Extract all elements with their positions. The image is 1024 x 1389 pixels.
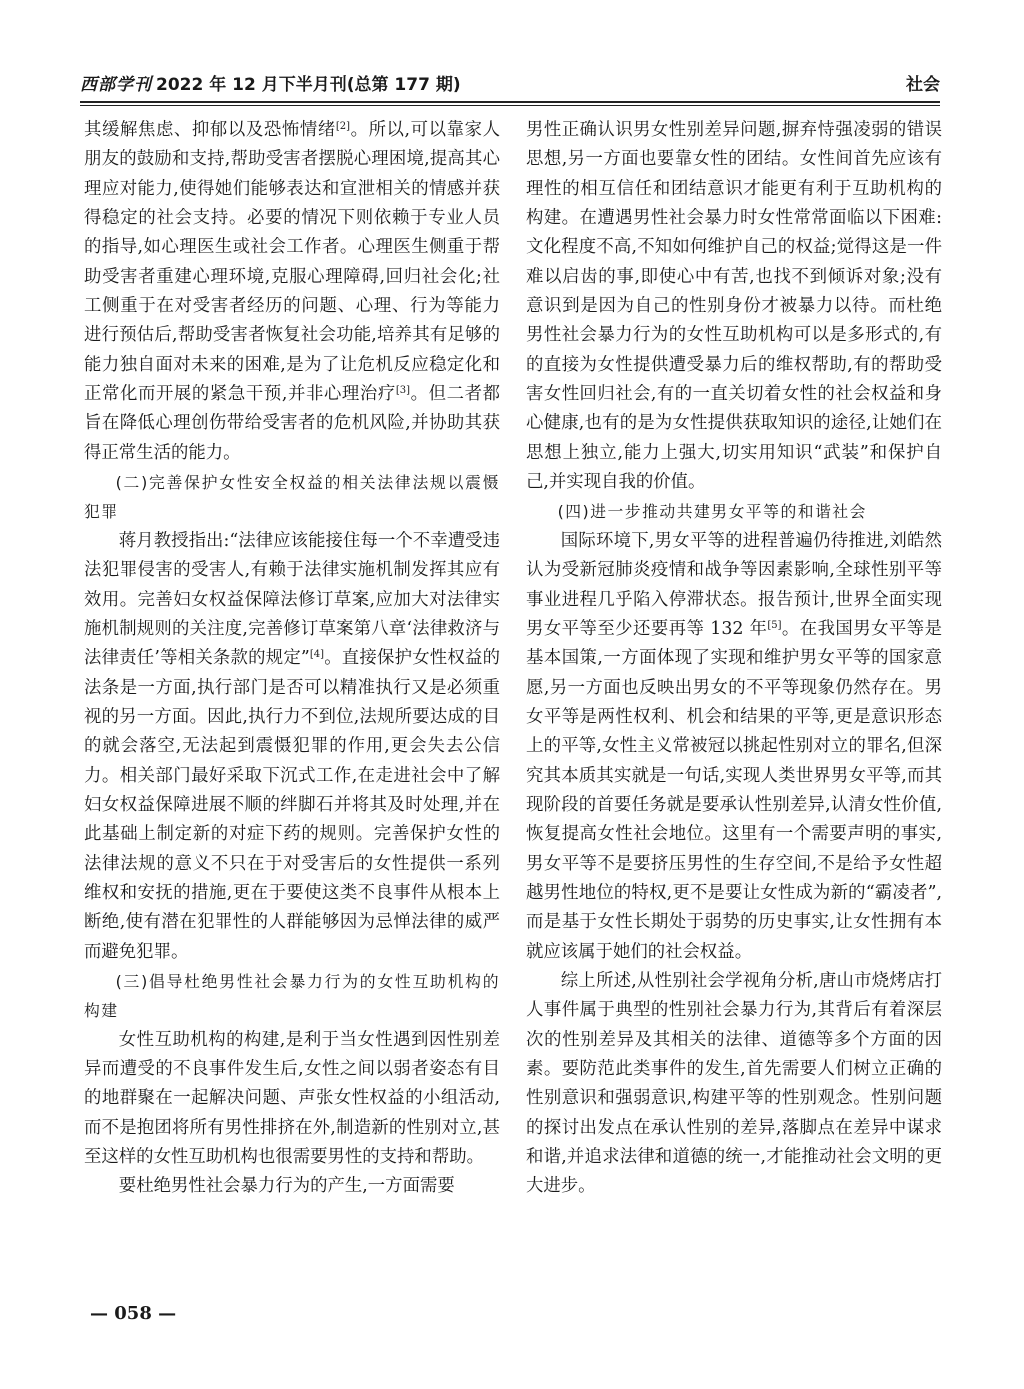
paragraph: 综上所述,从性别社会学视角分析,唐山市烧烤店打人事件属于典型的性别社会暴力行为,其背后有着深层次的性别差异及其相关的法律、道德等多个方面的因素。要防范此类事件的发生,首先需要人们树立正确的性别意识和强弱意识,构建平等的性别观念。性别问题的探讨出发点在承认性别的差异,落脚点在差异中谋求和谐,并追求法律和道德的统一,才能推动社会文明的更大进步。 xyxy=(526,970,942,1197)
paragraph: 蒋月教授指出:“法律应该能接住每一个不幸遭受违法犯罪侵害的受害人,有赖于法律实施机制发挥其应有效用。完善妇女权益保障法修订草案,应加大对法律实施机制规则的关注度,完善修订草案第八章‘法律救济与法律责任’等相关条款的规定”[4]。直接保护女性权益的法条是一方面,执行部门是否可以精准执行又是必须重视的另一方面。因此,执行力不到位,法规所要达成的目的就会落空,无法起到震慑犯罪的作用,更会失去公信力。相关部门最好采取下沉式工作,在走进社会中了解妇女权益保障进展不顺的绊脚石并将其及时处理,并在此基础上制定新的对症下药的规则。完善保护女性的法律法规的意义不只在于对受害后的女性提供一系列维权和安抚的措施,更在于要使这类不良事件从根本上断绝,使有潜在犯罪性的人群能够因为忌惮法律的威严而避免犯罪。 xyxy=(84,530,500,962)
citation-ref: [4] xyxy=(309,649,324,661)
citation-ref: [2] xyxy=(335,121,350,132)
issue-label: 2022 年 12 月下半月刊(总第 177 期) xyxy=(156,75,461,95)
running-header xyxy=(80,66,940,100)
paragraph: 其缓解焦虑、抑郁以及恐怖情绪[2]。所以,可以靠家人朋友的鼓励和支持,帮助受害者摆脱心理困境,提高其心理应对能力,使得她们能够表达和宣泄相关的情感并获得稳定的社会支持。必要的情况下则依赖于专业人员的指导,如心理医生或社会工作者。心理医生侧重于帮助受害者重建心理环境,克服心理障碍,回归社会化;社工侧重于在对受害者经历的问题、心理、行为等能力进行预估后,帮助受害者恢复社会功能,培养其有足够的能力独自面对未来的困难,是为了让危机反应稳定化和正常化而开展的紧急干预,并非心理治疗[3]。但二者都旨在降低心理创伤带给受害者的危机风险,并协助其获得正常生活的能力。 xyxy=(84,120,500,463)
citation-ref: [5] xyxy=(767,619,782,631)
section-subheading: (四)进一步推动共建男女平等的和谐社会 xyxy=(557,502,867,522)
right-column xyxy=(526,116,942,1316)
header-rule-thin xyxy=(80,105,940,106)
paragraph: 女性互助机构的构建,是利于当女性遇到因性别差异而遭受的不良事件发生后,女性之间以弱者姿态有目的地群聚在一起解决问题、声张女性权益的小组活动,而不是抱团将所有男性排挤在外,制造新的性别对立,甚至这样的女性互助机构也很需要男性的支持和帮助。 xyxy=(84,1029,500,1168)
paragraph: 国际环境下,男女平等的进程普遍仍待推进,刘皓然认为受新冠肺炎疫情和战争等因素影响,全球性别平等事业进程几乎陷入停滞状态。报告预计,世界全面实现男女平等至少还要再等 132 年[5]。在我国男女平等是基本国策,一方面体现了实现和维护男女平等的国家意愿,另一方面也反映出男女的不平等现象仍然存在。男女平等是两性权利、机会和结果的平等,更是意识形态上的平等,女性主义常被冠以挑起性别对立的罪名,但深究其本质其实就是一句话,实现人类世界男女平等,而其现阶段的首要任务就是要承认性别差异,认清女性价值,恢复提高女性社会地位。这里有一个需要声明的事实,男女平等不是要挤压男性的生存空间,不是给予女性超越男性地位的特权,更不是要让女性成为新的“霸凌者”,而是基于女性长期处于弱势的历史事实,让女性拥有本就应该属于她们的社会权益。 xyxy=(526,530,942,962)
section-subheading: (二)完善保护女性安全权益的相关法律法规以震慑犯罪 xyxy=(84,473,500,522)
header-rule xyxy=(80,101,940,103)
journal-logo: 西部学刊 xyxy=(80,75,152,95)
paragraph: 男性正确认识男女性别差异问题,摒弃恃强凌弱的错误思想,另一方面也要靠女性的团结。女性间首先应该有理性的相互信任和团结意识才能更有利于互助机构的构建。在遭遇男性社会暴力时女性常常面临以下困难:文化程度不高,不知如何维护自己的权益;觉得这是一件难以启齿的事,即使心中有苦,也找不到倾诉对象;没有意识到是因为自己的性别身份才被暴力以待。而杜绝男性社会暴力行为的女性互助机构可以是多形式的,有的直接为女性提供遭受暴力后的维权帮助,有的帮助受害女性回归社会,有的一直关切着女性的社会权益和身心健康,也有的是为女性提供获取知识的途径,让她们在思想上独立,能力上强大,切实用知识“武装”和保护自己,并实现自我的价值。 xyxy=(526,120,942,493)
section-label: 社会 xyxy=(906,75,940,95)
paragraph: 要杜绝男性社会暴力行为的产生,一方面需要 xyxy=(118,1176,455,1197)
left-column xyxy=(84,116,500,1316)
citation-ref: [3] xyxy=(395,385,411,397)
section-subheading: (三)倡导杜绝男性社会暴力行为的女性互助机构的构建 xyxy=(84,971,500,1021)
page-number: — 058 — xyxy=(90,1303,177,1324)
journal-issue-info xyxy=(80,70,461,95)
